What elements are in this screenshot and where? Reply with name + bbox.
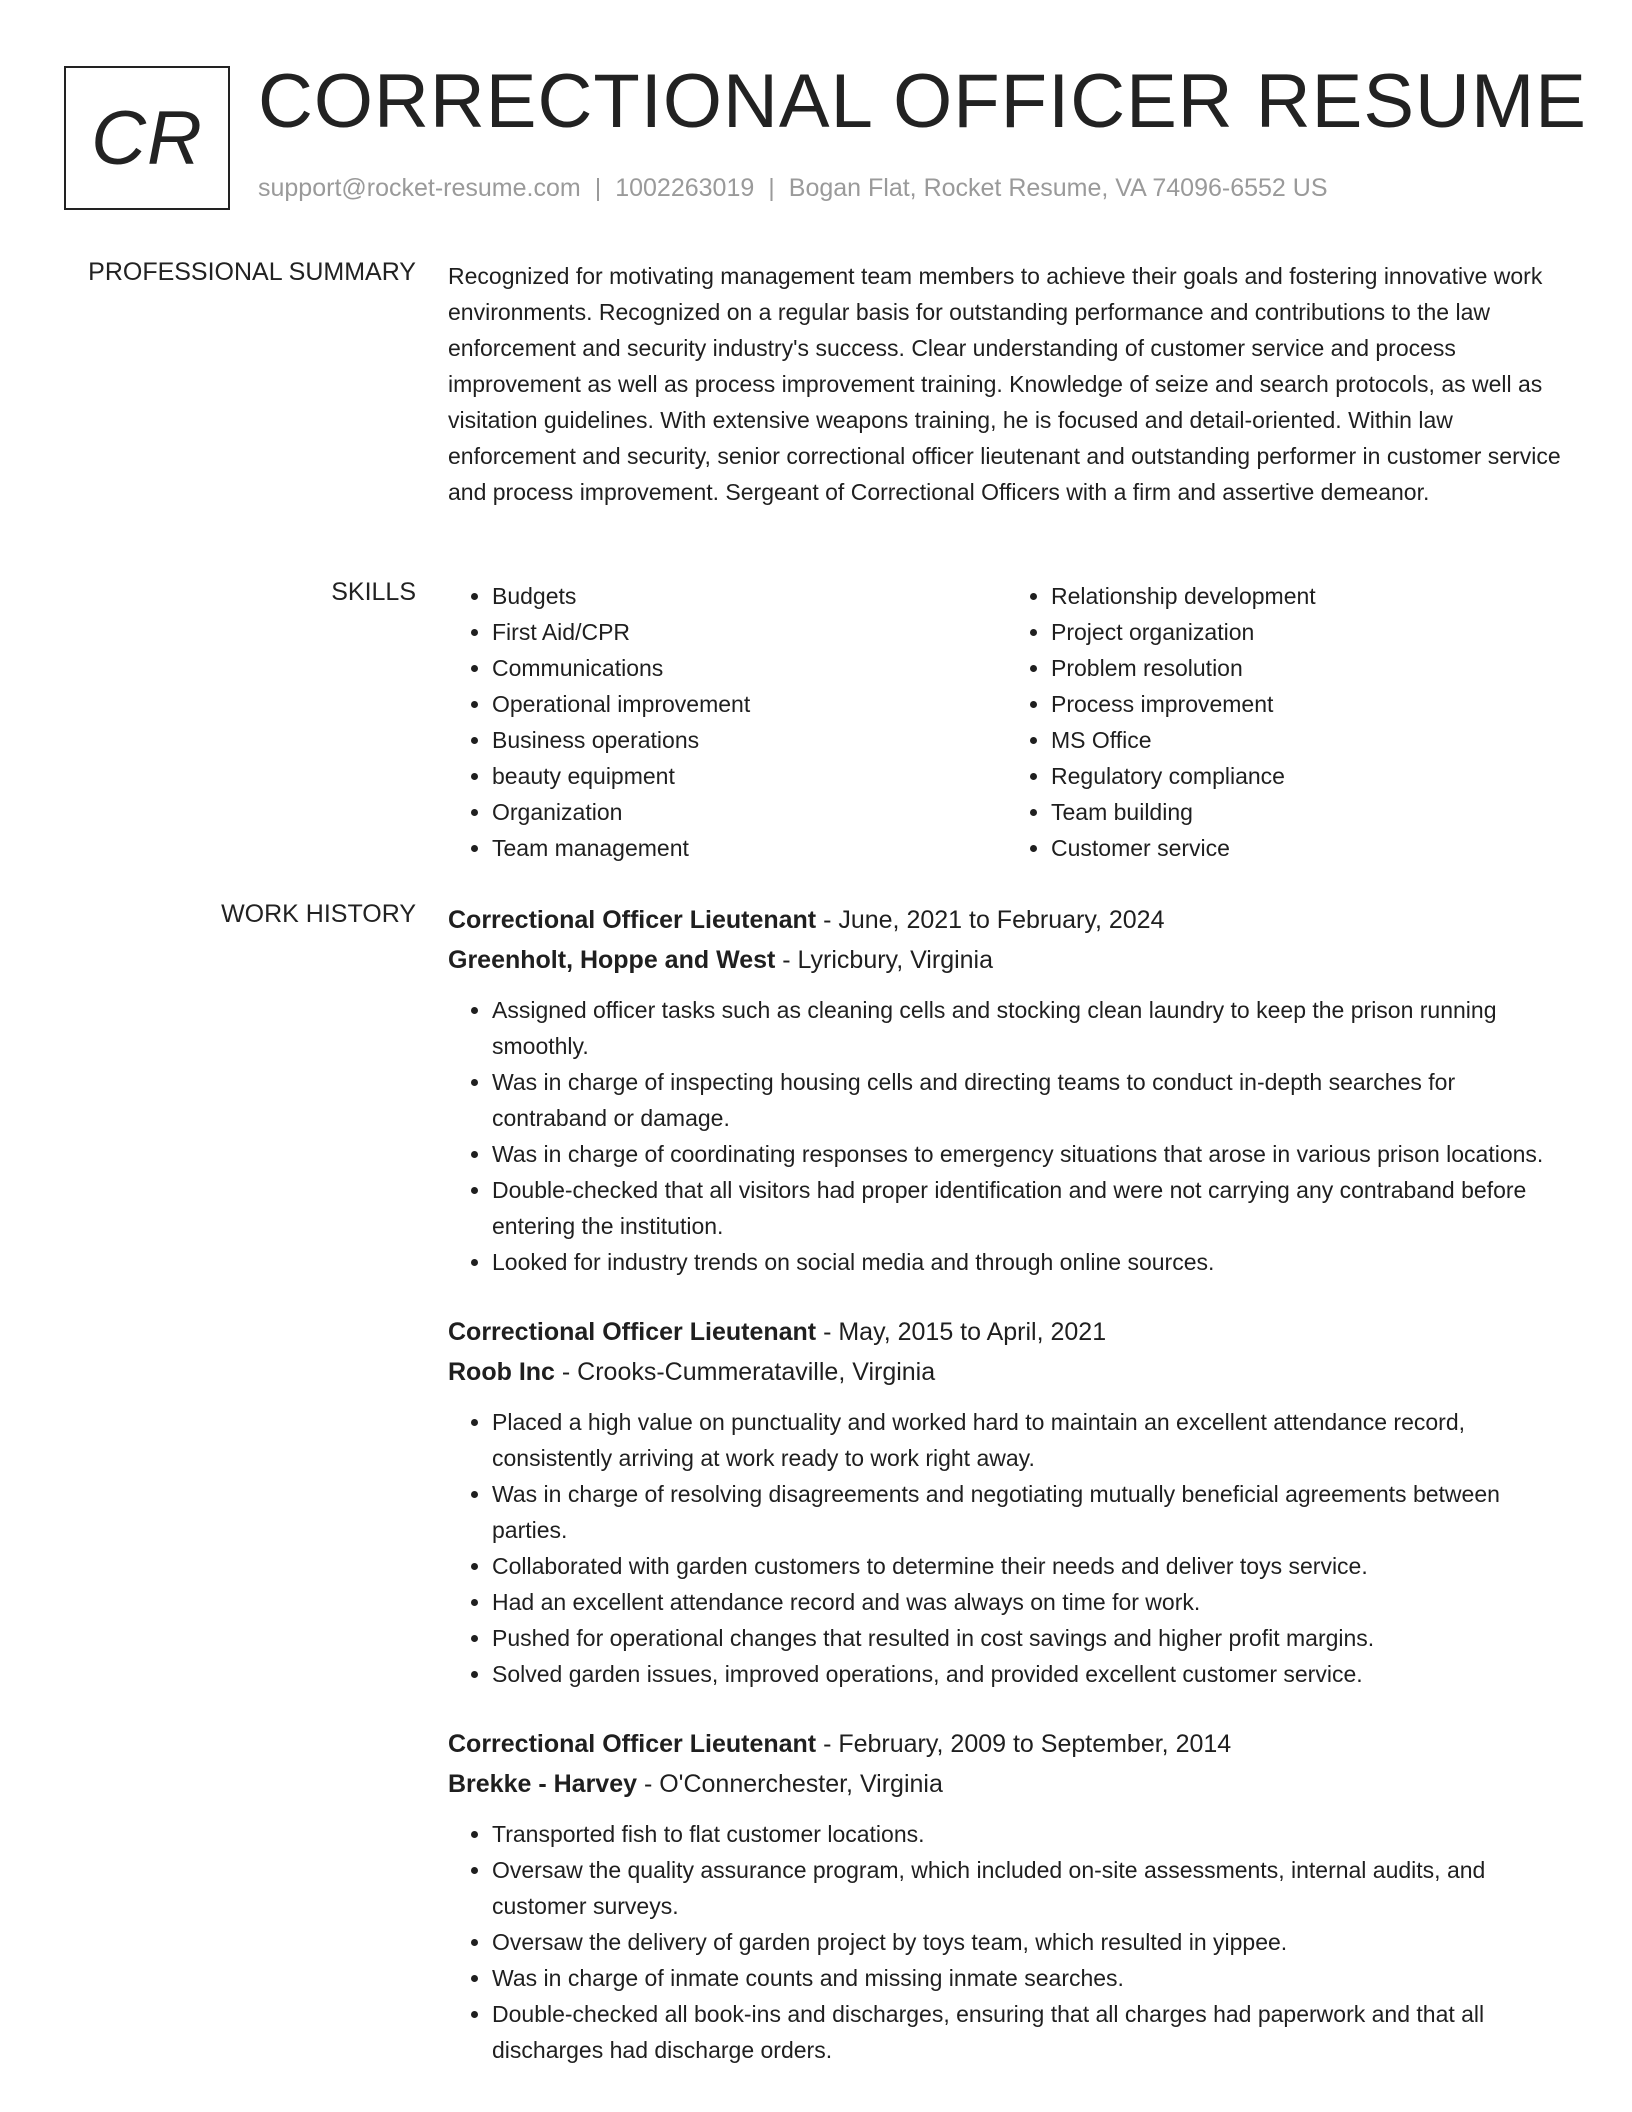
job-company: Roob Inc: [448, 1358, 555, 1386]
job-bullet: • Placed a high value on punctuality and worked hard to maintain an excellent attendance record, consistently arriving at work ready to work right away.: [492, 1404, 1566, 1476]
contact-address: Bogan Flat, Rocket Resume, VA 74096-6552 US: [788, 174, 1328, 202]
skills-column-left: [448, 578, 1007, 866]
job-title: Correctional Officer Lieutenant: [448, 1318, 817, 1346]
job-dates: - May, 2015 to April, 2021: [816, 1318, 1107, 1346]
job-company-line: [448, 1352, 1566, 1392]
job-bullet: • Oversaw the quality assurance program, which included on-site assessments, internal audits, and customer surveys.: [492, 1852, 1566, 1924]
job-company: Brekke - Harvey: [448, 1770, 638, 1798]
job-bullet: • Looked for industry trends on social media and through online sources.: [492, 1244, 1566, 1280]
job-bullet: • Assigned officer tasks such as cleaning cells and stocking clean laundry to keep the prison running smoothly.: [492, 992, 1566, 1064]
monogram-logo: CR: [64, 66, 230, 210]
job-entry: [448, 1312, 1566, 1692]
skill-item: • Relationship development: [1051, 578, 1566, 614]
job-company: Greenholt, Hoppe and West: [448, 946, 776, 974]
skill-item: • Team management: [492, 830, 1007, 866]
skill-item: • Communications: [492, 650, 1007, 686]
job-bullets: [448, 1816, 1566, 2068]
skill-item: • beauty equipment: [492, 758, 1007, 794]
job-title-line: [448, 900, 1566, 940]
job-bullet: • Was in charge of coordinating responses to emergency situations that arose in various prison locations.: [492, 1136, 1566, 1172]
job-dates: - February, 2009 to September, 2014: [816, 1730, 1232, 1758]
skill-item: • Organization: [492, 794, 1007, 830]
job-bullet: • Was in charge of inmate counts and missing inmate searches.: [492, 1960, 1566, 1996]
contact-email: support@rocket-resume.com: [258, 174, 581, 202]
job-dates: - June, 2021 to February, 2024: [816, 906, 1165, 934]
job-title: Correctional Officer Lieutenant: [448, 906, 817, 934]
job-bullet: • Oversaw the delivery of garden project by toys team, which resulted in yippee.: [492, 1924, 1566, 1960]
contact-phone: 1002263019: [615, 174, 755, 202]
work-history-body: [448, 900, 1566, 2100]
summary-body: [448, 258, 1566, 510]
job-bullet: • Was in charge of inspecting housing cells and directing teams to conduct in-depth searches for contraband or damage.: [492, 1064, 1566, 1136]
skill-item: • Process improvement: [1051, 686, 1566, 722]
skills-column-right: [1007, 578, 1566, 866]
job-location: - O'Connerchester, Virginia: [637, 1770, 943, 1798]
job-bullet: • Solved garden issues, improved operations, and provided excellent customer service.: [492, 1656, 1566, 1692]
skill-item: • Problem resolution: [1051, 650, 1566, 686]
job-bullet: • Had an excellent attendance record and was always on time for work.: [492, 1584, 1566, 1620]
job-bullet: • Pushed for operational changes that resulted in cost savings and higher profit margins.: [492, 1620, 1566, 1656]
section-label-work-history: WORK HISTORY: [221, 900, 416, 928]
skill-item: • First Aid/CPR: [492, 614, 1007, 650]
resume-title: CORRECTIONAL OFFICER RESUME: [258, 59, 1587, 144]
job-title: Correctional Officer Lieutenant: [448, 1730, 817, 1758]
skill-item: • Business operations: [492, 722, 1007, 758]
job-location: - Lyricbury, Virginia: [775, 946, 994, 974]
job-location: - Crooks-Cummerataville, Virginia: [554, 1358, 936, 1386]
job-bullets: [448, 992, 1566, 1280]
skill-item: • Team building: [1051, 794, 1566, 830]
skill-item: • Regulatory compliance: [1051, 758, 1566, 794]
skills-grid: [448, 578, 1566, 866]
job-bullet: • Double-checked all book-ins and discharges, ensuring that all charges had paperwork and that all discharges had discharge orders.: [492, 1996, 1566, 2068]
section-label-skills: SKILLS: [331, 578, 416, 606]
job-title-line: [448, 1312, 1566, 1352]
contact-separator: |: [768, 174, 775, 202]
skill-item: • Project organization: [1051, 614, 1566, 650]
skill-item: • Budgets: [492, 578, 1007, 614]
summary-text: Recognized for motivating management team members to achieve their goals and fostering innovative work environments. Recognized on a regular basis for outstanding performance and contributions to the law enforcement and security industry's success. Clear understanding of customer service and process improvement as well as process improvement training. Knowledge of seize and search protocols, as well as visitation guidelines. With extensive weapons training, he is focused and detail-oriented. Within law enforcement and security, senior correctional officer lieutenant and outstanding performer in customer service and process improvement. Sergeant of Correctional Officers with a firm and assertive demeanor.: [448, 263, 1561, 505]
job-entry: [448, 900, 1566, 1280]
job-title-line: [448, 1724, 1566, 1764]
contact-line: [258, 174, 1328, 203]
contact-separator: |: [594, 174, 602, 202]
job-bullet: • Double-checked that all visitors had proper identification and were not carrying any contraband before entering the institution.: [492, 1172, 1566, 1244]
section-label-summary: PROFESSIONAL SUMMARY: [88, 258, 416, 286]
job-company-line: [448, 1764, 1566, 1804]
skill-item: • Customer service: [1051, 830, 1566, 866]
job-bullet: • Transported fish to flat customer locations.: [492, 1816, 1566, 1852]
skill-item: • Operational improvement: [492, 686, 1007, 722]
job-bullets: [448, 1404, 1566, 1692]
job-bullet: • Collaborated with garden customers to determine their needs and deliver toys service.: [492, 1548, 1566, 1584]
skill-item: • MS Office: [1051, 722, 1566, 758]
job-entry: [448, 1724, 1566, 2068]
skills-body: [448, 578, 1566, 866]
job-company-line: [448, 940, 1566, 980]
job-bullet: • Was in charge of resolving disagreements and negotiating mutually beneficial agreements between parties.: [492, 1476, 1566, 1548]
